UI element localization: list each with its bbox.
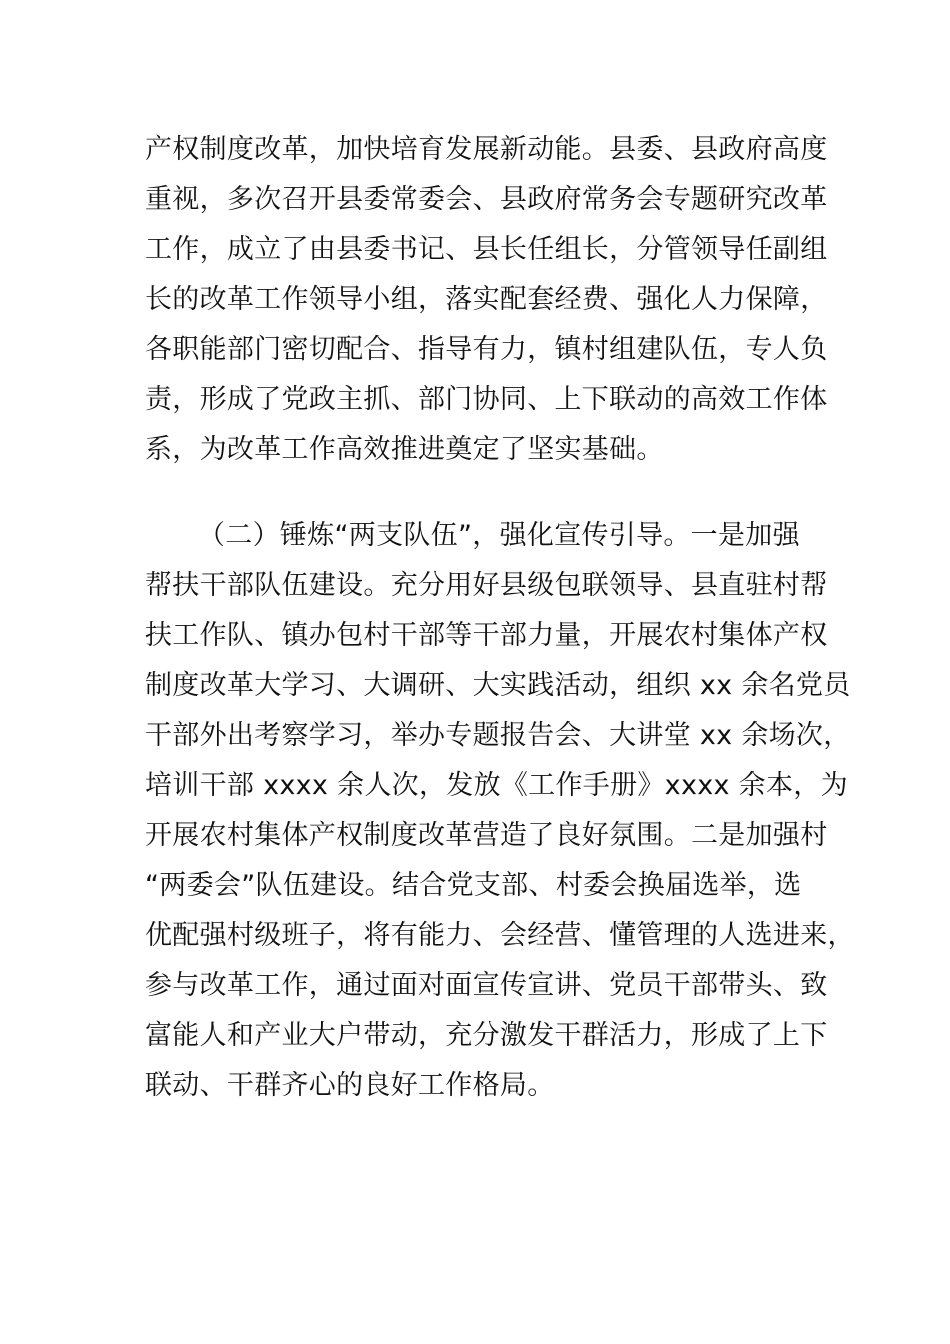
paragraph-1-line-5: 各职能部门密切配合、指导有力，镇村组建队伍，专人负 [145,334,828,365]
paragraph-2-line-7: 开展农村集体产权制度改革营造了良好氛围。二是加强村 [145,820,828,851]
paragraph-2-line-5: 干部外出考察学习，举办专题报告会、大讲堂 xx 余场次， [145,720,851,751]
paragraph-1-line-7: 系，为改革工作高效推进奠定了坚实基础。 [145,434,664,465]
paragraph-1-line-3: 工作，成立了由县委书记、县长任组长，分管领导任副组 [145,234,828,265]
paragraph-2-line-10: 参与改革工作，通过面对面宣传宣讲、党员干部带头、致 [145,970,828,1001]
paragraph-1-line-4: 长的改革工作领导小组，落实配套经费、强化人力保障， [145,284,828,315]
paragraph-2-line-11: 富能人和产业大户带动，充分激发干群活力，形成了上下 [145,1020,828,1051]
paragraph-2-line-4: 制度改革大学习、大调研、大实践活动，组织 xx 余名党员 [145,670,851,701]
paragraph-2-line-6: 培训干部 xxxx 余人次，发放《工作手册》xxxx 余本，为 [145,770,848,801]
paragraph-1-line-6: 责，形成了党政主抓、部门协同、上下联动的高效工作体 [145,384,828,415]
paragraph-2-line-8: “两委会”队伍建设。结合党支部、村委会换届选举，选 [145,870,802,901]
paragraph-2-line-2: 帮扶干部队伍建设。充分用好县级包联领导、县直驻村帮 [145,570,828,601]
paragraph-2-line-3: 扶工作队、镇办包村干部等干部力量，开展农村集体产权 [145,620,828,651]
paragraph-2-line-12: 联动、干群齐心的良好工作格局。 [145,1070,555,1101]
paragraph-1-line-2: 重视，多次召开县委常委会、县政府常务会专题研究改革 [145,184,828,215]
paragraph-2-line-1: （二）锤炼“两支队伍”，强化宣传引导。一是加强 [198,520,800,551]
paragraph-1-line-1: 产权制度改革，加快培育发展新动能。县委、县政府高度 [145,134,828,165]
paragraph-2-line-9: 优配强村级班子，将有能力、会经营、懂管理的人选进来， [145,920,855,951]
